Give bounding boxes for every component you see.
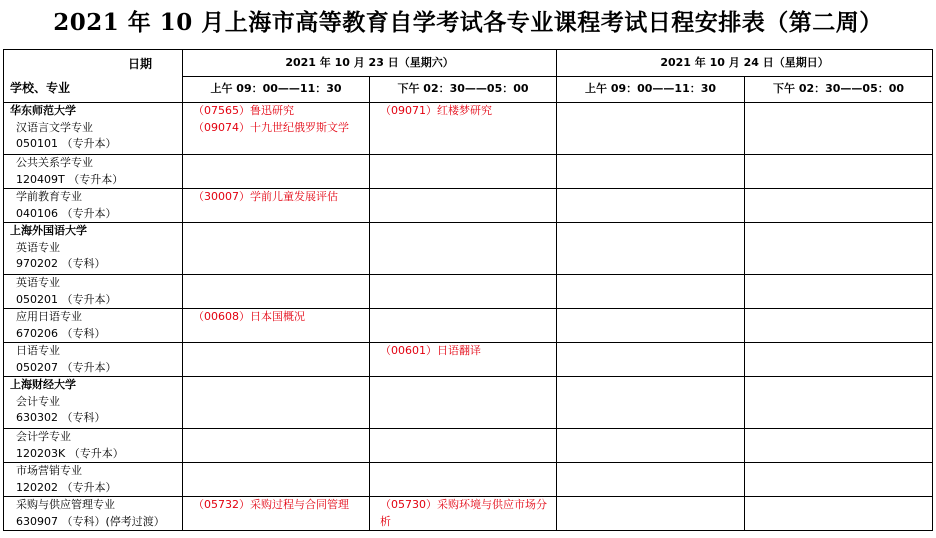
course-cell: [370, 429, 557, 463]
course-cell: [745, 103, 933, 155]
day1-header: 2021 年 10 月 23 日（星期六）: [183, 50, 557, 77]
major-code: 040106 （专升本）: [16, 206, 117, 220]
major-name: 会计学专业: [16, 430, 71, 443]
course-cell: [557, 497, 745, 531]
course-cell: [183, 377, 370, 429]
course-cell: [183, 223, 370, 275]
major-name: 学前教育专业: [16, 190, 82, 203]
course-cell: [745, 309, 933, 343]
course-cell: [183, 103, 370, 155]
course-entry: （09074）十九世纪俄罗斯文学: [193, 120, 349, 134]
major-code: 050101 （专升本）: [16, 137, 117, 150]
major-cell: [4, 309, 183, 343]
major-code: 970202 （专科）: [16, 257, 106, 270]
major-cell: [4, 463, 183, 497]
major-info: [4, 497, 182, 530]
university-name: 上海财经大学: [10, 378, 76, 391]
course-entry: （09071）红楼梦研究: [380, 104, 492, 117]
major-code: 670206 （专科）: [16, 326, 106, 340]
day1-am-header: 上午 09：00——11：30: [183, 76, 370, 103]
major-cell: [4, 155, 183, 189]
university-name: 华东师范大学: [10, 104, 76, 117]
course-cell: [745, 463, 933, 497]
major-info: [4, 240, 182, 273]
major-info: [4, 429, 182, 462]
major-cell: [4, 377, 183, 429]
day2-am-header: 上午 09：00——11：30: [557, 76, 745, 103]
course-entry: （30007）学前儿童发展评估: [193, 190, 338, 203]
header-corner-cell: [4, 50, 183, 103]
major-cell: [4, 343, 183, 377]
course-cell: [557, 309, 745, 343]
course-cell: [557, 377, 745, 429]
major-code: 120409T （专升本）: [16, 172, 124, 186]
table-row: [4, 463, 933, 497]
schedule-table: [3, 49, 933, 531]
major-code: 050207 （专升本）: [16, 360, 117, 374]
course-cell: [745, 377, 933, 429]
major-code: 630907 （专科）(停考过渡）: [16, 514, 165, 528]
major-info: [4, 120, 182, 153]
major-info: [4, 309, 182, 342]
major-code: 050201 （专升本）: [16, 292, 117, 306]
major-info: [4, 155, 182, 188]
major-name: 应用日语专业: [16, 310, 82, 323]
table-row: [4, 377, 933, 429]
major-name: 采购与供应管理专业: [16, 498, 115, 511]
table-row: [4, 275, 933, 309]
course-cell: [370, 497, 557, 531]
major-cell: [4, 429, 183, 463]
course-entry: （05732）采购过程与合同管理: [193, 498, 349, 511]
course-entry: （05730）采购环境与供应市场分析: [380, 498, 547, 528]
course-cell: [370, 155, 557, 189]
course-cell: [745, 275, 933, 309]
table-row: [4, 497, 933, 531]
major-cell: [4, 497, 183, 531]
corner-date-label: 日期: [127, 57, 152, 71]
major-name: 英语专业: [16, 276, 60, 289]
day2-pm-header: 下午 02：30——05：00: [745, 76, 933, 103]
table-row: [4, 189, 933, 223]
course-cell: [183, 343, 370, 377]
course-cell: [370, 103, 557, 155]
course-cell: [370, 189, 557, 223]
course-cell: [745, 497, 933, 531]
university-name: 上海外国语大学: [10, 224, 87, 237]
major-cell: [4, 275, 183, 309]
course-cell: [183, 429, 370, 463]
course-cell: [183, 189, 370, 223]
course-cell: [370, 275, 557, 309]
course-cell: [370, 223, 557, 275]
course-cell: [557, 429, 745, 463]
schedule-body: [4, 103, 933, 531]
course-cell: [557, 343, 745, 377]
major-name: 日语专业: [16, 344, 60, 357]
course-cell: [557, 463, 745, 497]
course-cell: [557, 223, 745, 275]
course-cell: [557, 275, 745, 309]
major-code: 120203K （专升本）: [16, 446, 124, 460]
course-cell: [183, 497, 370, 531]
course-cell: [183, 155, 370, 189]
table-row: [4, 223, 933, 275]
course-cell: [370, 377, 557, 429]
course-cell: [745, 223, 933, 275]
major-name: 公共关系学专业: [16, 156, 93, 169]
course-entry: （00608）日本国概况: [193, 310, 305, 323]
course-cell: [557, 103, 745, 155]
major-info: [4, 394, 182, 427]
major-cell: [4, 103, 183, 155]
page-title: 2021 年 10 月上海市高等教育自学考试各专业课程考试日程安排表（第二周）: [53, 9, 883, 36]
table-row: [4, 309, 933, 343]
course-cell: [370, 463, 557, 497]
course-entry: （07565）鲁迅研究: [193, 104, 294, 117]
major-name: 会计专业: [16, 394, 60, 408]
major-code: 120202 （专升本）: [16, 480, 117, 494]
day1-pm-header: 下午 02：30——05：00: [370, 76, 557, 103]
major-info: [4, 343, 182, 376]
table-row: [4, 429, 933, 463]
table-row: [4, 103, 933, 155]
course-cell: [183, 463, 370, 497]
table-row: [4, 155, 933, 189]
major-name: 市场营销专业: [16, 464, 82, 477]
course-cell: [183, 309, 370, 343]
course-cell: [745, 429, 933, 463]
course-cell: [370, 343, 557, 377]
major-name: 英语专业: [16, 240, 60, 254]
course-cell: [370, 309, 557, 343]
course-cell: [745, 155, 933, 189]
corner-major-label: 学校、专业: [10, 80, 71, 95]
major-name: 汉语言文学专业: [16, 120, 93, 134]
course-cell: [183, 275, 370, 309]
course-cell: [557, 189, 745, 223]
major-info: [4, 189, 182, 222]
course-cell: [745, 343, 933, 377]
table-row: [4, 343, 933, 377]
major-cell: [4, 189, 183, 223]
course-entry: （00601）日语翻译: [380, 344, 481, 357]
major-code: 630302 （专科）: [16, 411, 106, 424]
major-info: [4, 463, 182, 496]
course-cell: [745, 189, 933, 223]
day2-header: 2021 年 10 月 24 日（星期日）: [557, 50, 933, 77]
major-cell: [4, 223, 183, 275]
major-info: [4, 275, 182, 308]
course-cell: [557, 155, 745, 189]
